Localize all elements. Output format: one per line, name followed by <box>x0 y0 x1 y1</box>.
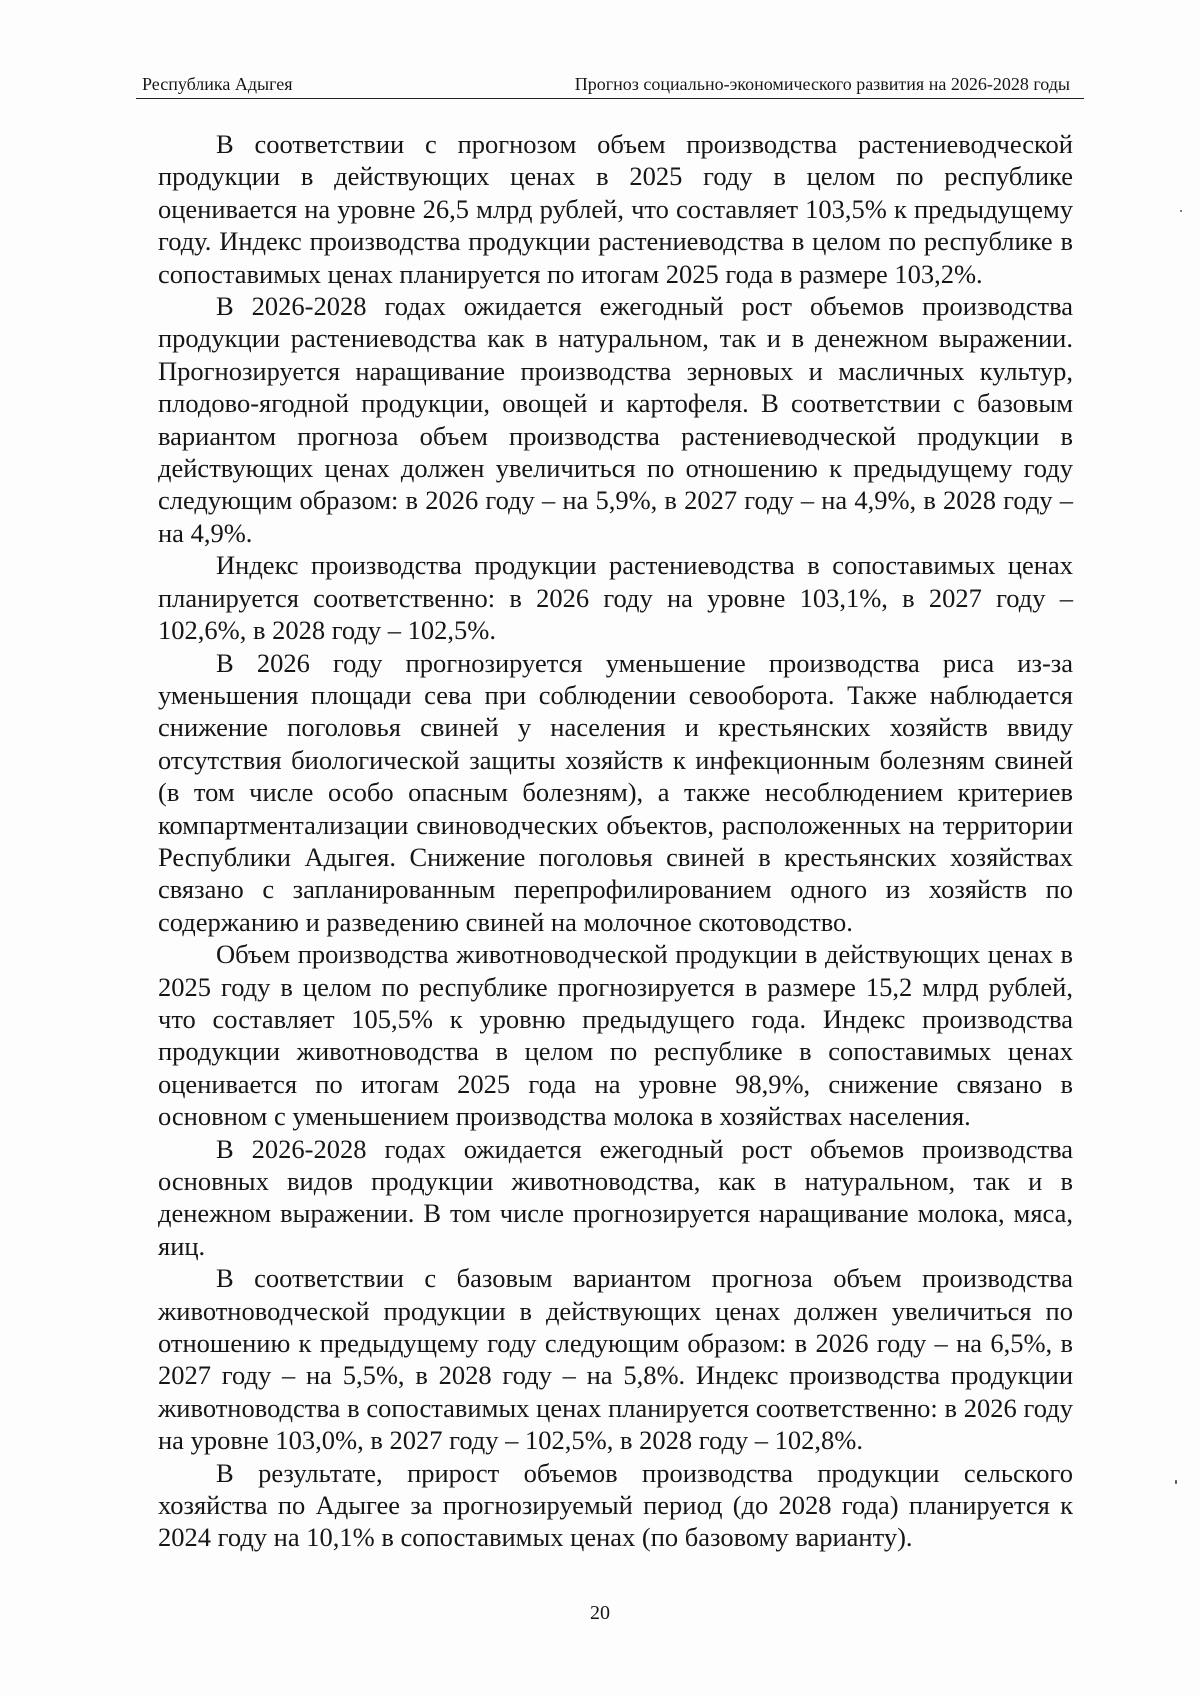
paragraph-crop-growth-2026-2028: В 2026-2028 годах ожидается ежегодный рост объемов производства продукции растениеводства как в натуральном, так и в денежном выражении. Прогнозируется наращивание производства зерновых и масличных культур, плодово-ягодной продукции, овощей и картофеля. В соответствии с базовым вариантом прогноза объем производства растениеводческой продукции в действующих ценах должен увеличиться по отношению к предыдущему году следующим образом: в 2026 году – на 5,9%, в 2027 году – на 4,9%, в 2028 году – на 4,9%. <box>158 291 1073 548</box>
paragraph-agriculture-result: В результате, прирост объемов производства продукции сельского хозяйства по Адыгее за прогнозируемый период (до 2028 года) планируется к 2024 году на 10,1% в сопоставимых ценах (по базовому варианту). <box>158 1457 1073 1553</box>
scan-speck <box>1175 1480 1177 1484</box>
header-region-name: Республика Адыгея <box>142 74 293 94</box>
paragraph-crop-production-2025: В соответствии с прогнозом объем производства растениеводческой продукции в действующих ценах в 2025 году в целом по республике оценивается на уровне 26,5 млрд рублей, что составляет 103,5% к предыдущему году. Индекс производства продукции растениеводства в целом по республике в сопоставимых ценах планируется по итогам 2025 года в размере 103,2%. <box>158 129 1073 289</box>
header-document-title: Прогноз социально-экономического развития на 2026-2028 годы <box>574 74 1070 94</box>
paragraph-livestock-production-2025: Объем производства животноводческой продукции в действующих ценах в 2025 году в целом по республике прогнозируется в размере 15,2 млрд рублей, что составляет 105,5% к уровню предыдущего года. Индекс производства продукции животноводства в целом по республике в сопоставимых ценах оценивается по итогам 2025 года на уровне 98,9%, снижение связано в основном с уменьшением производства молока в хозяйствах населения. <box>158 939 1073 1132</box>
running-header <box>136 72 1084 99</box>
body-text <box>158 128 1073 1554</box>
paragraph-rice-and-pigs: В 2026 году прогнозируется уменьшение производства риса из-за уменьшения площади сева при соблюдении севооборота. Также наблюдается снижение поголовья свиней у населения и крестьянских хозяйств ввиду отсутствия биологической защиты хозяйств к инфекционным болезням свиней (в том числе особо опасным болезням), а также несоблюдением критериев компартментализации свиноводческих объектов, расположенных на территории Республики Адыгея. Снижение поголовья свиней в крестьянских хозяйствах связано с запланированным перепрофилированием одного из хозяйств по содержанию и разведению свиней на молочное скотоводство. <box>158 647 1073 937</box>
paragraph-livestock-base-forecast: В соответствии с базовым вариантом прогноза объем производства животноводческой продукции в действующих ценах должен увеличиться по отношению к предыдущему году следующим образом: в 2026 году – на 6,5%, в 2027 году – на 5,5%, в 2028 году – на 5,8%. Индекс производства продукции животноводства в сопоставимых ценах планируется соответственно: в 2026 году на уровне 103,0%, в 2027 году – 102,5%, в 2028 году – 102,8%. <box>158 1263 1073 1456</box>
scan-speck <box>1180 210 1182 212</box>
page-number: 20 <box>590 1602 610 1624</box>
paragraph-livestock-growth-2026-2028: В 2026-2028 годах ожидается ежегодный рост объемов производства основных видов продукции животноводства, как в натуральном, так и в денежном выражении. В том числе прогнозируется наращивание молока, мяса, яиц. <box>158 1133 1073 1261</box>
paragraph-crop-index: Индекс производства продукции растениеводства в сопоставимых ценах планируется соответственно: в 2026 году на уровне 103,1%, в 2027 году – 102,6%, в 2028 году – 102,5%. <box>158 550 1073 646</box>
